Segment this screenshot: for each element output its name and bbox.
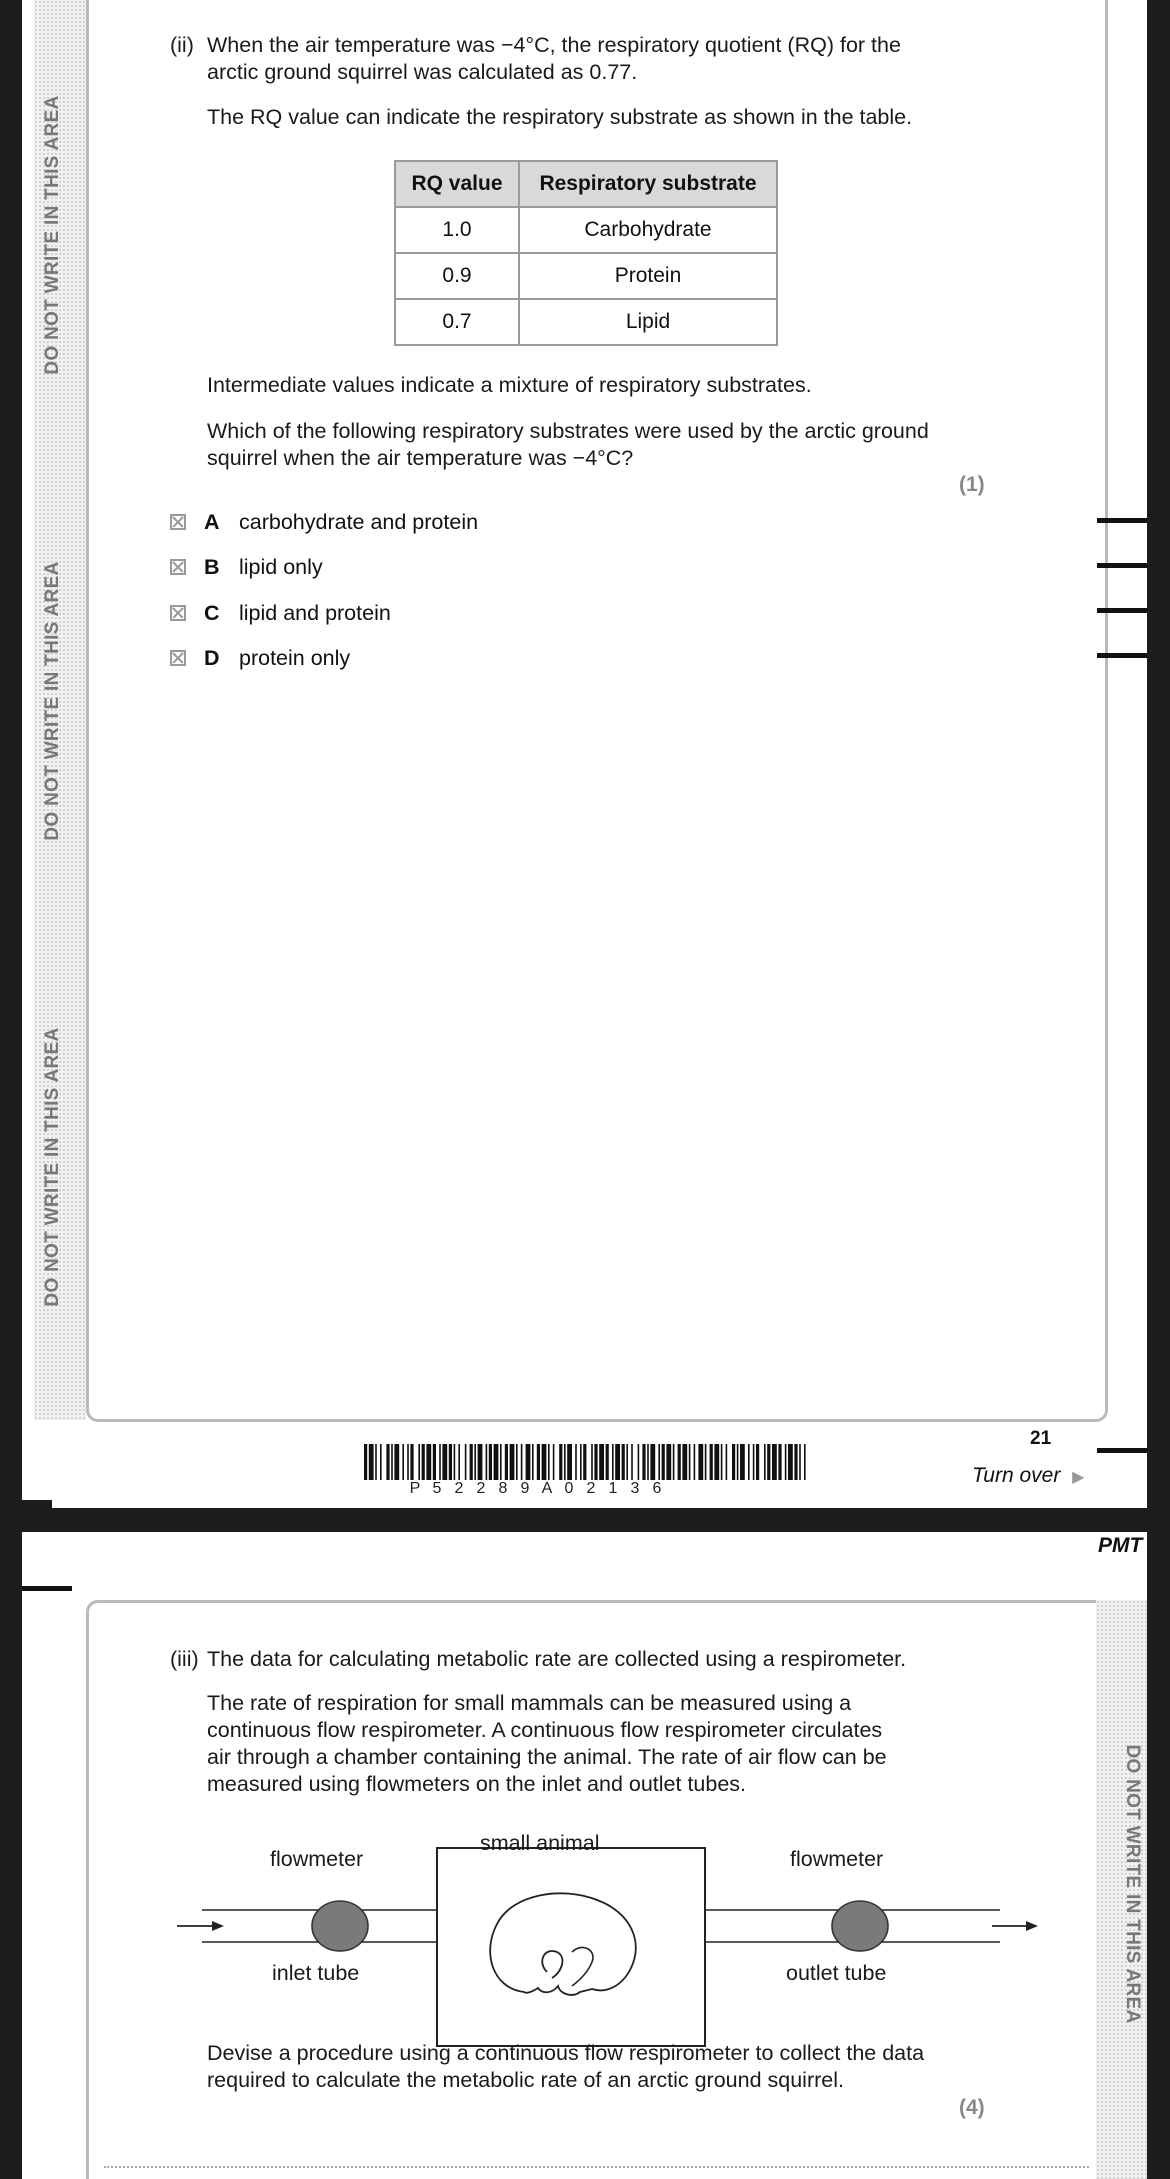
- table-row: [395, 299, 777, 345]
- task-line-1: Devise a procedure using a continuous flow respirometer to collect the data: [207, 2041, 925, 2065]
- question-line-2: squirrel when the air temperature was −4°C?: [207, 446, 634, 470]
- exam-page-22: [22, 1532, 1147, 2179]
- intro-line-2: arctic ground squirrel was calculated as 0.77.: [207, 60, 638, 84]
- chamber-box: [437, 1848, 705, 2046]
- barcode-image: [364, 1444, 806, 1480]
- marks-label: (4): [959, 2096, 985, 2119]
- barcode-number: P 5 2 2 8 9 A 0 2 1 3 6: [409, 1480, 662, 1497]
- page-number: 21: [1030, 1428, 1052, 1449]
- margin-tick: [1097, 608, 1147, 613]
- flowmeter-right-shape: [832, 1901, 888, 1951]
- label-flowmeter-left: flowmeter: [270, 1847, 364, 1871]
- table-cell: Lipid: [519, 299, 777, 345]
- option-letter: D: [204, 645, 220, 670]
- description-line-1: The rate of respiration for small mammals can be measured using a: [207, 1691, 852, 1715]
- marks-label: (1): [959, 473, 985, 496]
- checkbox-icon[interactable]: [170, 650, 186, 666]
- respirometer-diagram: [152, 1802, 1052, 2062]
- margin-tick: [1097, 1448, 1147, 1453]
- option-text: carbohydrate and protein: [239, 509, 479, 534]
- option-c[interactable]: [170, 598, 391, 628]
- description-line-2: continuous flow respirometer. A continuous flow respirometer circulates: [207, 1718, 883, 1742]
- description-line-4: measured using flowmeters on the inlet and outlet tubes.: [207, 1772, 747, 1796]
- label-flowmeter-right: flowmeter: [790, 1847, 884, 1871]
- triangle-right-icon: ▶: [1072, 1469, 1085, 1486]
- margin-tick: [22, 1586, 72, 1591]
- option-letter: A: [204, 509, 220, 534]
- intro-line-1: When the air temperature was −4°C, the respiratory quotient (RQ) for the: [207, 33, 901, 57]
- option-text: lipid only: [239, 554, 323, 579]
- option-d[interactable]: [170, 643, 350, 673]
- description-line-3: air through a chamber containing the animal. The rate of air flow can be: [207, 1745, 887, 1769]
- turn-over-label: Turn over ▶: [972, 1464, 1085, 1487]
- table-cell: 0.7: [395, 299, 519, 345]
- do-not-write-notice: DO NOT WRITE IN THIS AREA: [1122, 1744, 1143, 2024]
- squirrel-icon: [490, 1893, 636, 1995]
- table-intro: The RQ value can indicate the respiratory substrate as shown in the table.: [207, 105, 913, 129]
- question-line-1: Which of the following respiratory substrates were used by the arctic ground: [207, 419, 929, 443]
- exam-page-21: [22, 0, 1147, 1508]
- option-text: protein only: [239, 645, 351, 670]
- intro-line: The data for calculating metabolic rate are collected using a respirometer.: [207, 1647, 907, 1671]
- rq-table: [394, 160, 778, 346]
- option-letter: C: [204, 600, 220, 625]
- table-cell: Protein: [519, 253, 777, 299]
- do-not-write-notice: DO NOT WRITE IN THIS AREA: [42, 561, 63, 841]
- table-header: RQ value: [395, 161, 519, 207]
- option-a[interactable]: [170, 507, 478, 537]
- table-header: Respiratory substrate: [519, 161, 777, 207]
- label-inlet-tube: inlet tube: [272, 1961, 360, 1985]
- page-shadow: [22, 1500, 52, 1508]
- part-label: (iii): [170, 1647, 199, 1671]
- checkbox-icon[interactable]: [170, 559, 186, 575]
- margin-tick: [1097, 518, 1147, 523]
- label-outlet-tube: outlet tube: [786, 1961, 887, 1985]
- checkbox-icon[interactable]: [170, 605, 186, 621]
- pmt-tag: PMT: [1098, 1534, 1143, 1557]
- table-cell: 0.9: [395, 253, 519, 299]
- flowmeter-left-shape: [312, 1901, 368, 1951]
- do-not-write-notice: DO NOT WRITE IN THIS AREA: [42, 95, 63, 375]
- task-line-2: required to calculate the metabolic rate of an arctic ground squirrel.: [207, 2068, 844, 2092]
- answer-line: [104, 2166, 1089, 2168]
- option-text: lipid and protein: [239, 600, 391, 625]
- checkbox-icon[interactable]: [170, 514, 186, 530]
- table-row: [395, 207, 777, 253]
- part-label: (ii): [170, 33, 194, 57]
- do-not-write-notice: DO NOT WRITE IN THIS AREA: [42, 1027, 63, 1307]
- label-small-animal: small animal: [480, 1831, 600, 1855]
- table-row: [395, 253, 777, 299]
- margin-tick: [1097, 653, 1147, 658]
- option-b[interactable]: [170, 552, 323, 582]
- option-letter: B: [204, 554, 220, 579]
- margin-tick: [1097, 563, 1147, 568]
- table-cell: 1.0: [395, 207, 519, 253]
- mixture-note: Intermediate values indicate a mixture of respiratory substrates.: [207, 373, 812, 397]
- table-cell: Carbohydrate: [519, 207, 777, 253]
